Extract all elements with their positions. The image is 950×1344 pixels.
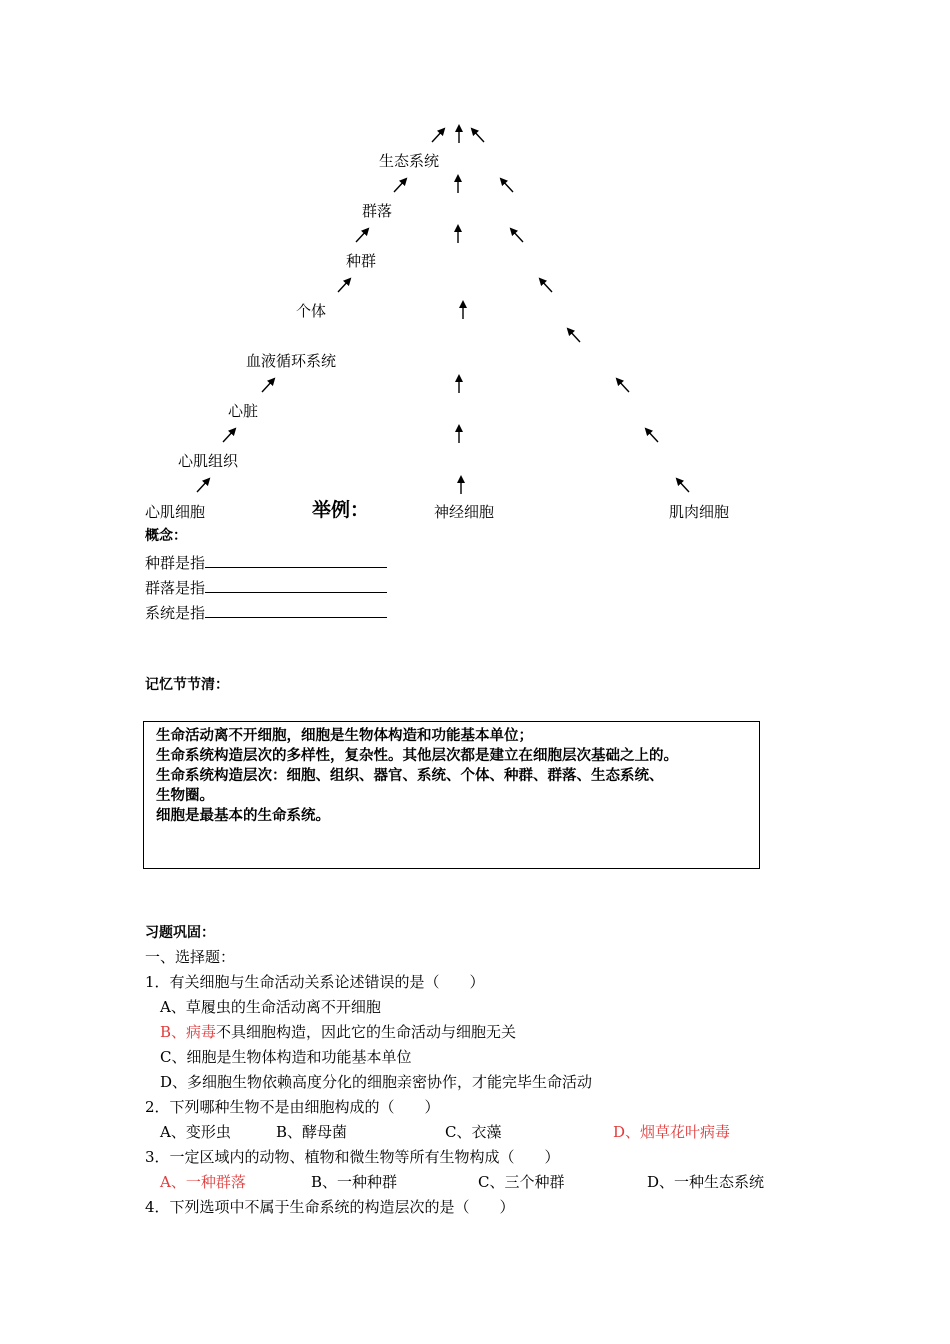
- concept-community-text: 群落是指: [145, 579, 206, 597]
- concept-community: [145, 578, 387, 596]
- q1-option-c: C、细胞是生物体构造和功能基本单位: [160, 1048, 412, 1066]
- memory-line: 细胞是最基本的生命系统。: [156, 808, 330, 824]
- label-muscle-cell: 肌肉细胞: [669, 503, 730, 521]
- label-circulatory-system: 血液循环系统: [246, 352, 337, 370]
- q2-option-b: B、酵母菌: [276, 1123, 348, 1141]
- memory-line: 生命活动离不开细胞，细胞是生物体构造和功能基本单位；: [156, 728, 533, 744]
- q2-option-a: A、变形虫: [160, 1123, 231, 1141]
- arrow-right-8: [472, 129, 484, 142]
- memory-line: 生命系统构造层次：细胞、组织、器官、系统、个体、种群、群落、生态系统、: [156, 768, 664, 784]
- hierarchy-arrows: [0, 0, 950, 520]
- question-3-stem: 3．一定区域内的动物、植物和微生物等所有生物构成（ ）: [145, 1148, 560, 1166]
- q3-option-c: C、三个种群: [478, 1173, 565, 1191]
- concept-system: [145, 603, 387, 621]
- arrow-right-3: [617, 379, 629, 392]
- question-2-stem: 2．下列哪种生物不是由细胞构成的（ ）: [145, 1098, 440, 1116]
- label-cardiac-tissue: 心肌组织: [178, 452, 239, 470]
- concept-system-text: 系统是指: [145, 604, 206, 622]
- exercise-heading: 习题巩固：: [145, 925, 215, 941]
- blank-line[interactable]: [205, 578, 387, 593]
- q1-option-d: D、多细胞生物依赖高度分化的细胞亲密协作，才能完毕生命活动: [160, 1073, 593, 1091]
- arrow-right-1: [677, 479, 689, 492]
- section-title: 一、选择题：: [145, 948, 236, 966]
- blank-line[interactable]: [205, 553, 387, 568]
- label-community: 群落: [362, 202, 393, 220]
- question-1-stem: 1．有关细胞与生命活动关系论述错误的是（ ）: [145, 973, 485, 991]
- memory-box: [143, 721, 760, 869]
- q3-option-d: D、一种生态系统: [647, 1173, 765, 1191]
- arrow-right-6: [511, 229, 523, 242]
- question-4-stem: 4．下列选项中不属于生命系统的构造层次的是（ ）: [145, 1198, 515, 1216]
- arrow-right-2: [646, 429, 658, 442]
- concept-population: [145, 553, 387, 571]
- arrow-left-6: [394, 179, 406, 192]
- q1-option-b: [160, 1025, 516, 1040]
- q1-option-b-answer: B、病毒: [160, 1023, 217, 1041]
- q3-option-b: B、一种种群: [311, 1173, 398, 1191]
- label-population: 种群: [346, 252, 377, 270]
- label-ecosystem: 生态系统: [379, 152, 440, 170]
- label-heart: 心脏: [228, 402, 259, 420]
- q1-option-b-rest: 不具细胞构造，因此它的生命活动与细胞无关: [216, 1023, 517, 1041]
- arrow-left-2: [223, 429, 235, 442]
- arrow-right-4: [568, 329, 580, 342]
- concept-heading: 概念：: [145, 528, 187, 544]
- q2-option-d: D、烟草花叶病毒: [613, 1123, 731, 1141]
- memory-heading: 记忆节节清：: [145, 677, 229, 693]
- arrow-left-4: [338, 279, 350, 292]
- q1-option-a: A、草履虫的生命活动离不开细胞: [160, 998, 381, 1016]
- concept-population-text: 种群是指: [145, 554, 206, 572]
- arrow-left-1: [197, 479, 209, 492]
- label-individual: 个体: [296, 302, 327, 320]
- label-cardiac-cell: 心肌细胞: [145, 503, 206, 521]
- arrow-left-3: [262, 379, 274, 392]
- arrow-right-5: [540, 279, 552, 292]
- q2-option-c: C、衣藻: [445, 1123, 502, 1141]
- example-label: 举例：: [312, 499, 370, 521]
- label-nerve-cell: 神经细胞: [434, 503, 495, 521]
- blank-line[interactable]: [205, 603, 387, 618]
- arrow-right-7: [501, 179, 513, 192]
- arrow-left-7: [432, 129, 444, 142]
- memory-line: 生物圈。: [156, 788, 214, 804]
- arrow-left-5: [356, 229, 368, 242]
- memory-line: 生命系统构造层次的多样性，复杂性。其他层次都是建立在细胞层次基础之上的。: [156, 748, 678, 764]
- q3-option-a: A、一种群落: [160, 1173, 246, 1191]
